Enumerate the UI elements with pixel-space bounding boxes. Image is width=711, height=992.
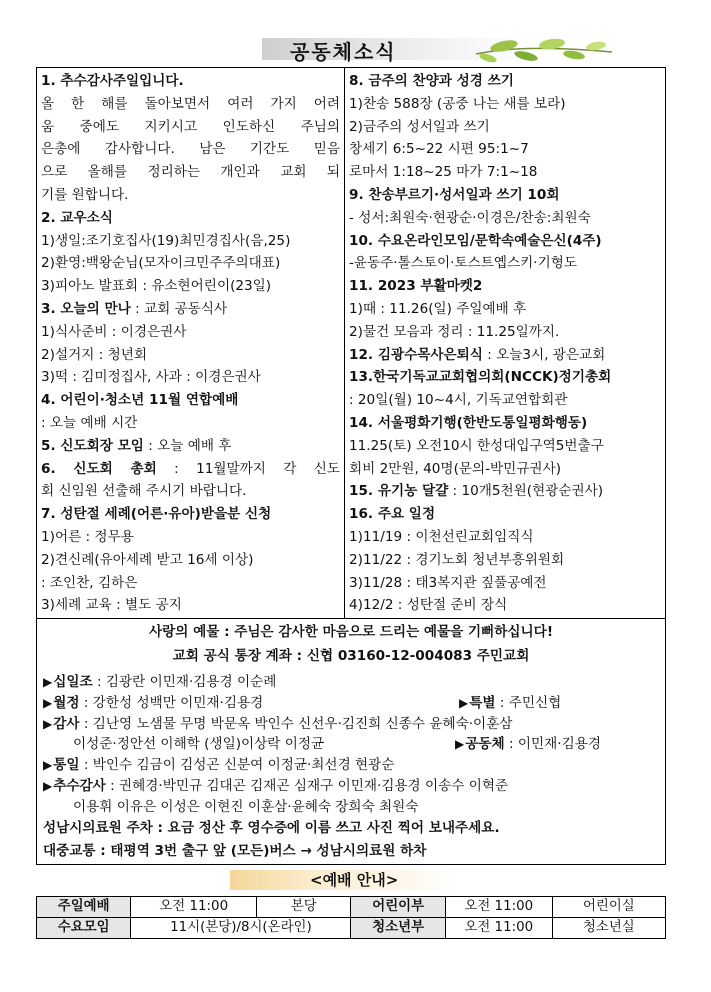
news-line: 9. 찬송부르기·성서일과 쓰기 10회 <box>349 187 560 203</box>
news-section <box>36 67 666 619</box>
service-name: 어린이부 <box>351 897 445 918</box>
news-line-detail: : 교회 공동식사 <box>130 301 228 317</box>
news-line: 11. 2023 부활마켓2 <box>349 278 483 295</box>
news-line: 11.25(토) 오전10시 한성대입구역5번출구 <box>349 437 604 454</box>
offering-names: 이용휘 이유은 이성은 이현진 이훈삼·윤혜숙 장희숙 최원숙 <box>73 798 419 815</box>
offering-names: : 권혜경·박민규 김대곤 김재곤 심재구 이민재·김용경 이송수 이혁준 <box>105 778 509 794</box>
news-line: 7. 성탄절 세례(어른·유아)받을분 신청 <box>41 506 272 523</box>
bullet-triangle-icon: ▶ <box>43 695 53 710</box>
news-line-detail: : 10개5천원(현광순권사) <box>448 483 604 500</box>
bullet-triangle-icon: ▶ <box>455 737 465 752</box>
news-line: 회비 2만원, 40명(문의-박민규권사) <box>349 460 561 477</box>
offering-names: : 강한성 성백만 이민재·김용경 <box>79 694 264 711</box>
news-line: 움 중에도 지키시고 인도하신 주님의 <box>41 118 340 135</box>
leaf-decoration-icon <box>474 34 614 64</box>
news-right-column <box>345 68 665 618</box>
offering-category: 공동체 <box>465 736 505 753</box>
service-place: 청소년실 <box>552 918 665 939</box>
news-line <box>349 480 661 503</box>
news-line-heading: 12. 김광수목사은퇴식 <box>349 346 483 363</box>
news-line: 3)떡 : 김미정집사, 사과 : 이경은권사 <box>41 369 261 386</box>
news-line: 회 신임원 선출해 주시기 바랍니다. <box>41 483 247 500</box>
service-time-place: 11시(본당)/8시(온라인) <box>131 918 351 939</box>
news-line: 은총에 감사합니다. 남은 기간도 믿음 <box>41 141 340 158</box>
bullet-triangle-icon: ▶ <box>459 695 469 710</box>
news-line: 16. 주요 일정 <box>349 506 436 523</box>
news-line: 8. 금주의 찬양과 성경 쓰기 <box>349 73 514 89</box>
offering-category: 통일 <box>53 757 80 774</box>
page-title: 공동체소식 <box>290 40 397 64</box>
news-line: 로마서 1:18~25 마가 7:1~18 <box>349 164 538 181</box>
newsletter-header <box>262 34 612 64</box>
news-line <box>41 298 340 321</box>
news-line: 2)11/22 : 경기노회 청년부흥위원회 <box>349 551 565 568</box>
offering-names: : 박인수 김금이 김성곤 신분여 이정균·최선경 현광순 <box>79 757 395 774</box>
service-guide-title: <예배 안내> <box>310 871 399 889</box>
service-name: 주일예배 <box>37 897 131 918</box>
news-line: 1)어른 : 정무용 <box>41 529 134 545</box>
offering-category: 추수감사 <box>53 778 106 794</box>
news-line: 2. 교우소식 <box>41 209 113 226</box>
offering-motto: 사랑의 예물 : 주님은 감사한 마음으로 드리는 예물을 기뻐하십니다! <box>148 624 554 640</box>
news-line: 14. 서울평화기행(한반도통일평화행동) <box>349 415 588 431</box>
news-line: 2)견신례(유아세례 받고 16세 이상) <box>41 551 254 568</box>
bullet-triangle-icon: ▶ <box>43 716 53 731</box>
news-line: 3)피아노 발표회 : 유소현어린이(23일) <box>41 278 272 295</box>
news-line: 2)환영:백왕순님(모자이크민주주의대표) <box>41 255 281 272</box>
parking-notice: 성남시의료원 주차 : 요금 정산 후 영수증에 이름 쓰고 사진 찍어 보내주세요. <box>43 820 500 836</box>
news-line-heading: 15. 유기농 달걀 <box>349 483 449 500</box>
service-guide-header <box>230 868 460 892</box>
offering-category: 특별 <box>469 694 496 711</box>
news-line: -윤동주·톨스토이·토스트옙스키·기형도 <box>349 255 577 272</box>
service-place: 본당 <box>257 897 351 918</box>
service-place: 어린이실 <box>552 897 665 918</box>
offering-names: : 김광란 이민재·김용경 이순례 <box>92 674 277 690</box>
news-line <box>349 344 661 367</box>
news-line <box>41 458 340 481</box>
news-line-detail: : 11월말까지 각 신도 <box>156 460 340 477</box>
offering-names: : 주민신협 <box>495 694 562 711</box>
service-name: 수요모임 <box>37 918 131 939</box>
bullet-triangle-icon: ▶ <box>43 779 53 793</box>
offering-category: 감사 <box>53 715 80 732</box>
service-time: 오전 11:00 <box>445 897 552 918</box>
news-line: 1. 추수감사주일입니다. <box>41 73 184 89</box>
news-line-detail: : 오늘 예배 후 <box>143 437 232 454</box>
offering-names: : 이민재·김용경 <box>504 736 601 753</box>
bullet-triangle-icon: ▶ <box>43 675 53 689</box>
bank-account: 교회 공식 통장 계좌 : 신협 03160-12-004083 주민교회 <box>172 648 530 664</box>
bullet-triangle-icon: ▶ <box>43 758 53 773</box>
service-name: 청소년부 <box>351 918 445 939</box>
offering-category: 월정 <box>53 694 80 711</box>
news-line: 1)생일:조기호집사(19)최민경집사(음,25) <box>41 232 291 249</box>
offering-names: 이성준·정안선 이해학 (생일)이상락 이정균 <box>73 736 325 753</box>
news-line-heading: 3. 오늘의 만나 <box>41 301 131 317</box>
table-row <box>37 897 666 918</box>
news-line: 13.한국기독교교회협의회(NCCK)정기총회 <box>349 369 612 386</box>
news-line: 4)12/2 : 성탄절 준비 장식 <box>349 597 508 614</box>
news-line: - 성서:최원숙·현광순·이경은/찬송:최원숙 <box>349 209 591 226</box>
news-line: : 오늘 예배 시간 <box>41 415 138 431</box>
table-row <box>37 918 666 939</box>
service-schedule-table <box>36 896 666 939</box>
news-left-column <box>37 68 345 618</box>
service-time: 오전 11:00 <box>445 918 552 939</box>
news-line-heading: 5. 신도회장 모임 <box>41 437 144 454</box>
news-line: 1)식사준비 : 이경은권사 <box>41 323 187 340</box>
news-line: : 20일(월) 10~4시, 기독교연합회관 <box>349 392 568 409</box>
news-line: : 조인찬, 김하은 <box>41 574 138 591</box>
news-line: 2)설거지 : 청년회 <box>41 346 147 363</box>
news-line: 10. 수요온라인모임/문학속예술은신(4주) <box>349 232 602 249</box>
news-line: 1)찬송 588장 (공중 나는 새를 보라) <box>349 95 566 112</box>
news-line <box>41 435 340 458</box>
offering-section <box>36 619 666 865</box>
news-line: 2)금주의 성서일과 쓰기 <box>349 118 490 135</box>
offering-category: 십일조 <box>53 674 93 690</box>
news-line: 창세기 6:5~22 시편 95:1~7 <box>349 141 529 158</box>
news-line: 2)물건 모음과 정리 : 11.25일까지. <box>349 323 560 340</box>
news-line: 으로 올해를 정리하는 개인과 교회 되 <box>41 164 340 181</box>
news-line: 3)11/28 : 태3복지관 짚풀공예전 <box>349 574 547 591</box>
offering-row <box>43 796 661 820</box>
news-line-detail: : 오늘3시, 광은교회 <box>482 346 606 363</box>
news-line: 기를 원합니다. <box>41 187 129 203</box>
news-line: 3)세례 교육 : 별도 공지 <box>41 597 182 614</box>
news-line: 4. 어린이·청소년 11월 연합예배 <box>41 392 239 409</box>
news-line-heading: 6. 신도회 총회 <box>41 460 157 477</box>
news-line: 올 한 해를 돌아보면서 여러 가지 어려 <box>41 95 340 112</box>
service-time: 오전 11:00 <box>131 897 257 918</box>
transit-notice: 대중교통 : 태평역 3번 출구 앞 (모든)버스 → 성남시의료원 하차 <box>43 843 427 859</box>
offering-names: : 김난영 노샘물 무명 박문옥 박인수 신선우·김진희 신종수 윤혜숙·이훈삼 <box>79 715 513 732</box>
news-line: 1)때 : 11.26(일) 주일예배 후 <box>349 301 527 317</box>
news-line: 1)11/19 : 이천선린교회임직식 <box>349 529 534 545</box>
